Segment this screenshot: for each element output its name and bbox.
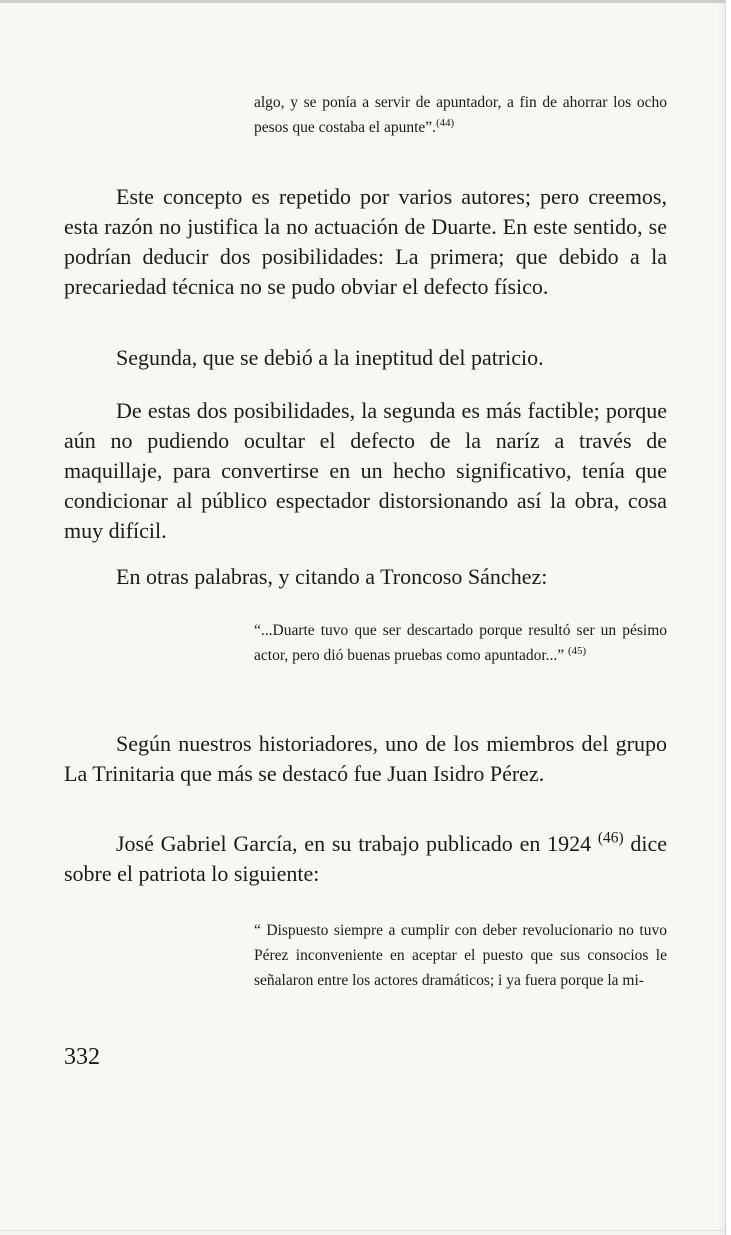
paragraph-block-3 <box>64 396 667 546</box>
quote-2-body: “...Duarte tuvo que ser descartado porque resultó ser un pésimo actor, pero dió buenas pruebas como apuntador...” <box>254 622 667 664</box>
quote-1-body: algo, y se ponía a servir de apuntador, a fin de ahorrar los ocho pesos que costaba el apunte”. <box>254 94 667 136</box>
paragraph-3: De estas dos posibilidades, la segunda es más factible; porque aún no pudiendo ocultar el defecto de la naríz a través de maquillaje, para convertirse en un hecho significativo, tenía que condicionar al público espectador distorsionando así la obra, cosa muy difícil. <box>64 398 667 543</box>
quote-text-3: “ Dispuesto siempre a cumplir con deber revolucionario no tuvo Pérez inconveniente en aceptar el puesto que sus consocios le señalaron entre los actores dramáticos; i ya fuera porque la mi- <box>254 922 667 989</box>
quote-block-1 <box>254 90 667 140</box>
paragraph-1: Este concepto es repetido por varios autores; pero creemos, esta razón no justifica la no actuación de Duarte. En este sentido, se podrían deducir dos posibilidades: La primera; que debido a la precariedad técnica no se pudo obviar el defecto físico. <box>64 184 667 299</box>
page-number: 332 <box>64 1044 100 1070</box>
footnote-ref-44: (44) <box>436 116 455 129</box>
quote-block-2 <box>254 618 667 668</box>
paragraph-block-6 <box>64 829 667 889</box>
paragraph-4: En otras palabras, y citando a Troncoso Sánchez: <box>116 564 548 589</box>
quote-block-3 <box>254 918 667 993</box>
paragraph-5: Según nuestros historiadores, uno de los miembros del grupo La Trinitaria que más se destacó fue Juan Isidro Pérez. <box>64 731 667 786</box>
paragraph-2: Segunda, que se debió a la ineptitud del patricio. <box>116 345 544 370</box>
quote-text-1 <box>254 90 667 140</box>
paragraph-block-5 <box>64 729 667 789</box>
paragraph-6-end: dice sobre el patriota lo siguiente: <box>64 831 668 886</box>
top-edge-line <box>0 0 725 3</box>
footnote-ref-46: (46) <box>597 829 624 847</box>
paragraph-6-start: José Gabriel García, en su trabajo publicado en 1924 <box>116 831 592 856</box>
paragraph-block-2 <box>64 343 667 373</box>
footnote-ref-45: (45) <box>568 644 587 657</box>
paragraph-block-4 <box>64 562 667 592</box>
paragraph-block-1 <box>64 182 667 302</box>
bottom-edge-line <box>0 1230 725 1231</box>
quote-text-2 <box>254 618 667 668</box>
paragraph-6 <box>64 829 667 889</box>
